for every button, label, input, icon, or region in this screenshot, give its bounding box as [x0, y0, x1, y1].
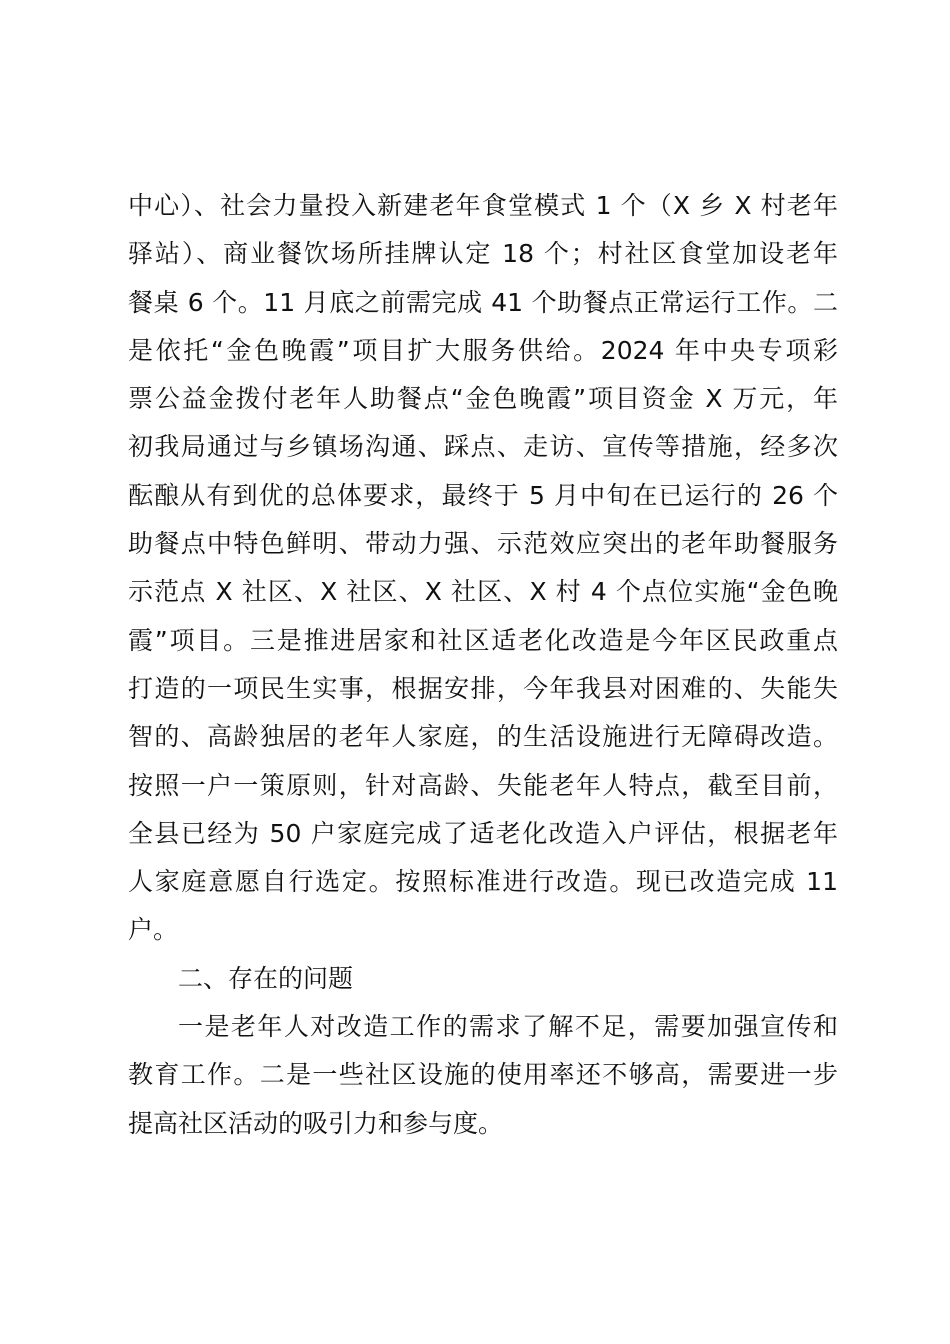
document-body	[128, 182, 838, 1148]
paragraph-line: 初我局通过与乡镇场沟通、踩点、走访、宣传等措施，经多次	[128, 432, 838, 462]
paragraph-line: 全县已经为 50 户家庭完成了适老化改造入户评估，根据老年	[128, 818, 838, 848]
paragraph-line: 驿站）、商业餐饮场所挂牌认定 18 个；村社区食堂加设老年	[128, 239, 838, 269]
paragraph-line: 示范点 X 社区、X 社区、X 社区、X 村 4 个点位实施“金色晚	[128, 577, 838, 607]
paragraph-line: 中心）、社会力量投入新建老年食堂模式 1 个（X 乡 X 村老年	[128, 191, 838, 220]
paragraph-line: 是依托“金色晚霞”项目扩大服务供给。2024 年中央专项彩	[128, 335, 838, 365]
paragraph-line: 人家庭意愿自行选定。按照标准进行改造。现已改造完成 11	[128, 867, 838, 897]
paragraph-line: 打造的一项民生实事，根据安排，今年我县对困难的、失能失	[128, 673, 838, 703]
paragraph-line: 按照一户一策原则，针对高龄、失能老年人特点，截至目前，	[128, 770, 838, 800]
paragraph-line: 餐桌 6 个。11 月底之前需完成 41 个助餐点正常运行工作。二	[128, 287, 838, 317]
paragraph-line: 智的、高龄独居的老年人家庭，的生活设施进行无障碍改造。	[128, 722, 838, 752]
paragraph-line: 酝酿从有到优的总体要求，最终于 5 月中旬在已运行的 26 个	[128, 480, 838, 510]
paragraph-line: 提高社区活动的吸引力和参与度。	[128, 1108, 504, 1138]
paragraph-line: 户。	[128, 915, 179, 945]
paragraph-line: 一是老年人对改造工作的需求了解不足，需要加强宣传和	[178, 1012, 838, 1042]
paragraph-line: 助餐点中特色鲜明、带动力强、示范效应突出的老年助餐服务	[128, 529, 838, 559]
paragraph-line: 霞”项目。三是推进居家和社区适老化改造是今年区民政重点	[128, 625, 838, 655]
paragraph-line: 教育工作。二是一些社区设施的使用率还不够高，需要进一步	[128, 1060, 838, 1090]
paragraph-line: 票公益金拨付老年人助餐点“金色晚霞”项目资金 X 万元，年	[128, 384, 838, 414]
section-heading: 二、存在的问题	[178, 963, 354, 993]
